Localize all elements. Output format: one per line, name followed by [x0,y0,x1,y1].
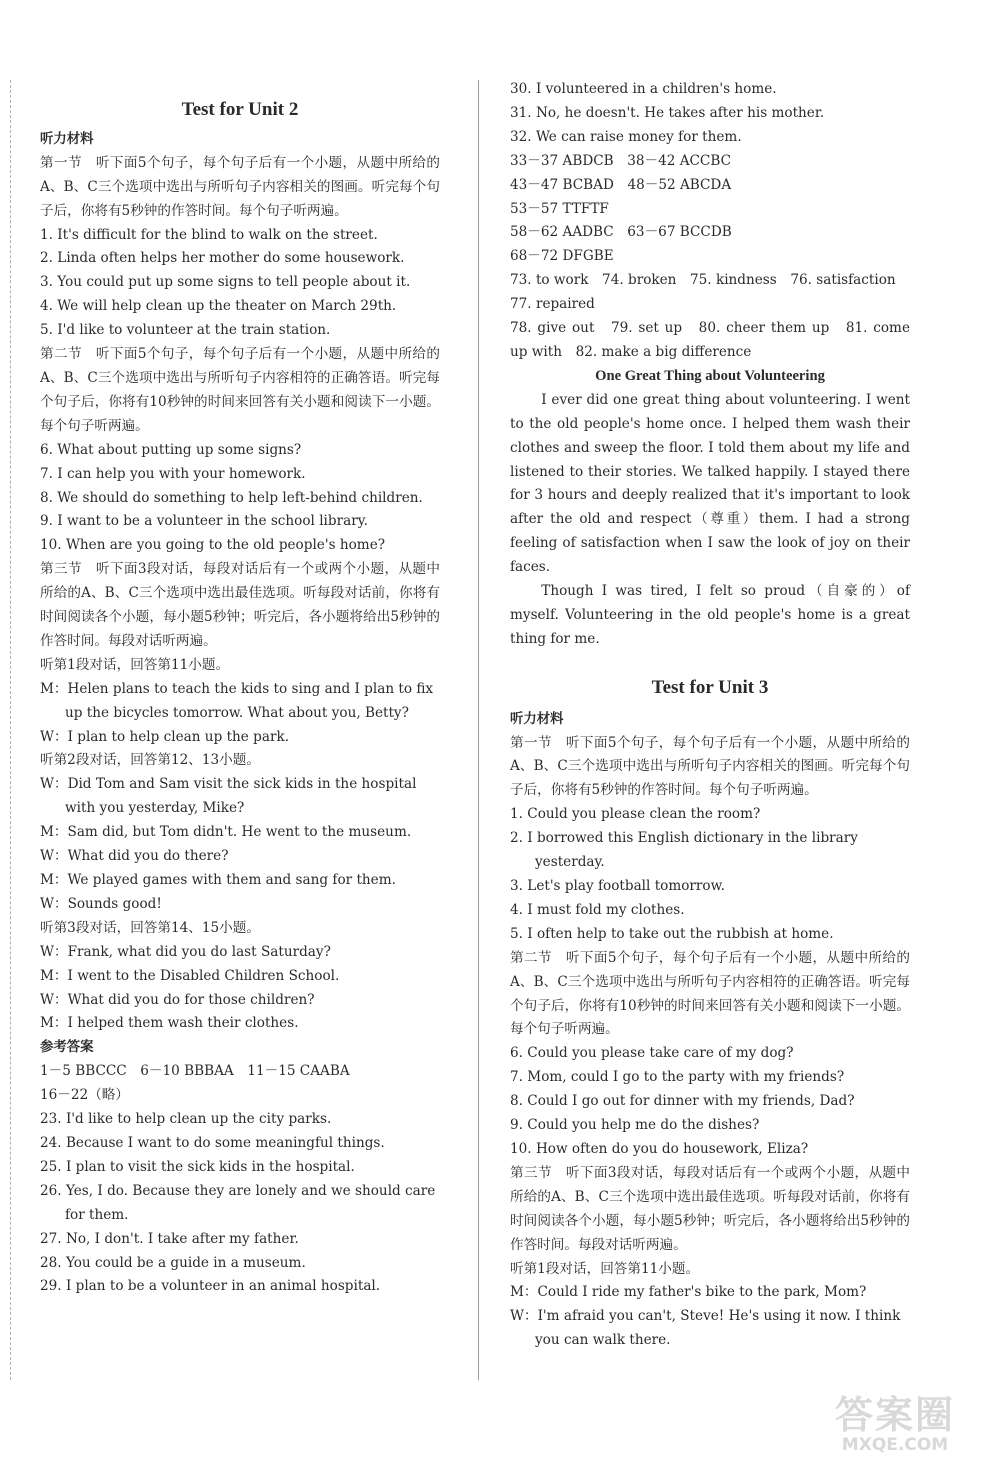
list-item: 5. I often help to take out the rubbish at home. [510,925,834,942]
list-item: 8. We should do something to help left-behind children. [40,489,423,506]
answer-key-line: 77. repaired [510,296,595,313]
list-item: 4. We will help clean up the theater on March 29th. [40,298,397,315]
list-item: 9. I want to be a volunteer in the school library. [40,513,368,530]
watermark-logo [800,1395,990,1455]
list-item: 2. I borrowed this English dictionary in the library yesterday. [510,830,858,871]
answer-key-line: 1－5 BBCCC 6－10 BBBAA 11－15 CAABA [40,1063,350,1080]
unit2-listening-heading: 听力材料 [40,131,94,147]
dialogue-line: M：Helen plans to teach the kids to sing and I plan to fix up the bicycles tomorrow. What about you, Betty? [40,680,434,721]
answer-key-line: 68－72 DFGBE [510,248,614,265]
essay-paragraph: Though I was tired, I felt so proud（自豪的）of myself. Volunteering in the old people's home is a great thing for me. [510,583,910,647]
unit2-section2-instructions: 第二节 听下面5个句子，每个句子后有一个小题，从题中所给的A、B、C三个选项中选出与所听句子内容相符的正确答语。听完每个句子后，你将有10秒钟的时间来回答有关小题和阅读下一小题。每个句子听两遍。 [40,346,440,434]
list-item: 3. Let's play football tomorrow. [510,878,725,894]
dialogue-line: M：Sam did, but Tom didn't. He went to the museum. [40,824,412,841]
dialogue-line: W：Frank, what did you do last Saturday? [40,943,331,960]
essay-title: One Great Thing about Volunteering [595,367,825,384]
list-item: 4. I must fold my clothes. [510,901,685,918]
answer-item: 26. Yes, I do. Because they are lonely and we should care for them. [40,1182,436,1223]
unit3-title: Test for Unit 3 [651,676,769,698]
unit2-section1-items [40,224,440,344]
binding-dashed-line [10,80,11,1380]
answer-item: 29. I plan to be a volunteer in an animal hospital. [40,1278,381,1295]
dialogue-line: M：We played games with them and sang for them. [40,872,396,888]
answer-item: 31. No, he doesn't. He takes after his mother. [510,104,825,121]
dialogue-line: M：Could I ride my father's bike to the park, Mom? [510,1284,867,1301]
unit2-section1-instructions: 第一节 听下面5个句子，每个句子后有一个小题，从题中所给的A、B、C三个选项中选出与所听句子内容相关的图画。听完每个句子后，你将有5秒钟的作答时间。每个句子听两遍。 [40,154,440,219]
unit3-listening-heading: 听力材料 [510,711,564,727]
list-item: 6. Could you please take care of my dog? [510,1045,794,1062]
essay-paragraph: I ever did one great thing about volunteering. I went to the old people's home once. I helped them wash their clothes and sweep the floor. I told them about my life and listened to their stories. We talked happily. I stayed there for 3 hours and deeply realized that it's important to look after the old and respect（尊重）them. I had a strong feeling of satisfaction when I saw the look of joy on their faces. [510,391,910,576]
dialogue-line: W：Sounds good! [40,895,162,912]
dialogue-intro: 听第3段对话，回答第14、15小题。 [40,919,260,936]
answer-item: 28. You could be a guide in a museum. [40,1254,306,1271]
dialogue-line: W：Did Tom and Sam visit the sick kids in the hospital with you yesterday, Mike? [40,776,417,817]
list-item: 9. Could you help me do the dishes? [510,1117,760,1134]
answer-item: 30. I volunteered in a children's home. [510,81,777,97]
list-item: 2. Linda often helps her mother do some housework. [40,250,405,267]
unit3-section3-instructions: 第三节 听下面3段对话，每段对话后有一个或两个小题，从题中所给的A、B、C三个选项中选出最佳选项。听每段对话前，你将有时间阅读各个小题，每小题5秒钟；听完后，各小题将给出5秒钟的作答时间。每段对话听两遍。 [510,1164,910,1253]
dialogue-line: M：I went to the Disabled Children School. [40,967,340,984]
unit2-answers-heading: 参考答案 [40,1040,94,1056]
answer-key-line: 16－22（略） [40,1087,129,1104]
answer-item: 24. Because I want to do some meaningful things. [40,1134,385,1151]
answer-key-line: 33－37 ABDCB 38－42 ACCBC [510,152,731,169]
list-item: 5. I'd like to volunteer at the train station. [40,322,331,339]
list-item: 8. Could I go out for dinner with my friends, Dad? [510,1093,855,1110]
dialogue-line: W：I'm afraid you can't, Steve! He's using it now. I think you can walk there. [510,1308,901,1349]
unit3-section1-instructions: 第一节 听下面5个句子，每个句子后有一个小题，从题中所给的A、B、C三个选项中选出与所听句子内容相关的图画。听完每个句子后，你将有5秒钟的作答时间。每个句子听两遍。 [510,734,910,799]
list-item: 1. Could you please clean the room? [510,806,761,823]
dialogue-line: W：What did you do for those children? [40,991,315,1008]
dialogue-intro: 听第2段对话，回答第12、13小题。 [40,752,260,769]
answer-item: 23. I'd like to help clean up the city parks. [40,1111,332,1128]
list-item: 7. Mom, could I go to the party with my friends? [510,1069,845,1086]
column-divider [478,80,479,1380]
list-item: 6. What about putting up some signs? [40,441,302,458]
left-column [40,78,440,1299]
list-item: 1. It's difficult for the blind to walk on the street. [40,226,378,243]
answer-key-line: 78. give out 79. set up 80. cheer them up 81. come up with 82. make a big difference [510,320,910,360]
answer-item: 25. I plan to visit the sick kids in the hospital. [40,1158,355,1175]
answer-key-line: 58－62 AADBC 63－67 BCCDB [510,224,732,241]
list-item: 10. When are you going to the old people's home? [40,537,386,554]
dialogue-line: W：I plan to help clean up the park. [40,728,290,745]
watermark-url: MXQE.COM [841,1435,949,1455]
unit2-title: Test for Unit 2 [181,99,299,120]
right-column [510,78,910,1353]
list-item: 10. How often do you do housework, Eliza? [510,1140,809,1157]
answer-item: 32. We can raise money for them. [510,128,742,145]
list-item: 3. You could put up some signs to tell people about it. [40,274,411,291]
unit2-section3-instructions: 第三节 听下面3段对话，每段对话后有一个或两个小题，从题中所给的A、B、C三个选项中选出最佳选项。听每段对话前，你将有时间阅读各个小题，每小题5秒钟；听完后，各小题将给出5秒钟的作答时间。每段对话听两遍。 [40,561,440,649]
unit2-section2-items [40,439,440,559]
answer-key-line: 43－47 BCBAD 48－52 ABCDA [510,176,732,193]
dialogue-intro: 听第1段对话，回答第11小题。 [40,656,230,673]
watermark-text: 答案圈 [834,1393,955,1437]
dialogue-line: W：What did you do there? [40,848,229,865]
answer-key-line: 73. to work 74. broken 75. kindness 76. satisfaction [510,272,896,289]
unit3-section2-instructions: 第二节 听下面5个句子，每个句子后有一个小题，从题中所给的A、B、C三个选项中选出与所听句子内容相符的正确答语。听完每个句子后，你将有10秒钟的时间来回答有关小题和阅读下一小题。每个句子听两遍。 [510,949,910,1038]
answer-key-line: 53－57 TTFTF [510,200,609,217]
dialogue-intro: 听第1段对话，回答第11小题。 [510,1260,700,1277]
list-item: 7. I can help you with your homework. [40,465,306,482]
answer-item: 27. No, I don't. I take after my father. [40,1230,299,1247]
dialogue-line: M：I helped them wash their clothes. [40,1015,299,1032]
